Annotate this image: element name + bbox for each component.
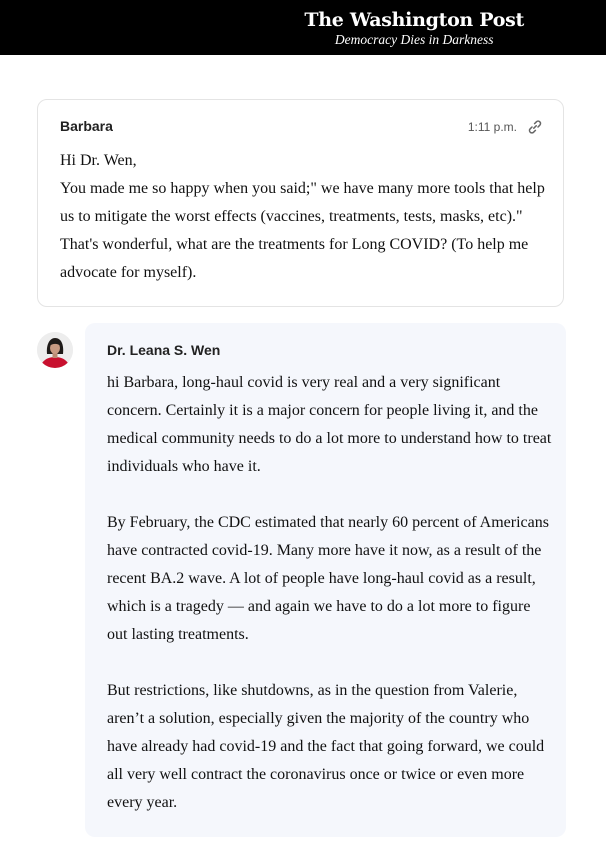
masthead-title: The Washington Post bbox=[304, 9, 524, 31]
question-card bbox=[37, 99, 564, 307]
answer-body bbox=[107, 369, 552, 817]
question-author: Barbara bbox=[60, 118, 113, 134]
question-body bbox=[60, 147, 550, 287]
site-header bbox=[0, 0, 606, 55]
link-icon[interactable] bbox=[527, 119, 543, 135]
masthead-tagline: Democracy Dies in Darkness bbox=[334, 32, 494, 47]
answer-paragraph: hi Barbara, long-haul covid is very real and a very significant concern. Certainly it is a major concern for people living it, and the medical community needs to do a lot more to understand how to treat individuals who have it. bbox=[107, 374, 552, 475]
question-line: You made me so happy when you said;" we have many more tools that help us to mitigate the worst effects (vaccines, treatments, tests, masks, etc)." That's wonderful, what are the treatments for Long COVID? (To help me advocate for myself). bbox=[60, 180, 545, 281]
question-line: Hi Dr. Wen, bbox=[60, 152, 137, 169]
answer-card bbox=[85, 323, 566, 837]
answer-paragraph: By February, the CDC estimated that nearly 60 percent of Americans have contracted covid-19. Many more have it now, as a result of the recent BA.2 wave. A lot of people have long-haul covid as a result, which is a tragedy — and again we have to do a lot more to figure out lasting treatments. bbox=[107, 514, 549, 643]
question-timestamp: 1:11 p.m. bbox=[467, 120, 517, 134]
answer-author: Dr. Leana S. Wen bbox=[107, 342, 221, 358]
answer-paragraph: But restrictions, like shutdowns, as in the question from Valerie, aren’t a solution, especially given the majority of the country who have already had covid-19 and the fact that going forward, we could all very well contract the coronavirus once or twice or even more every year. bbox=[107, 682, 545, 811]
masthead-logo[interactable] bbox=[304, 8, 524, 47]
author-avatar bbox=[37, 332, 73, 368]
